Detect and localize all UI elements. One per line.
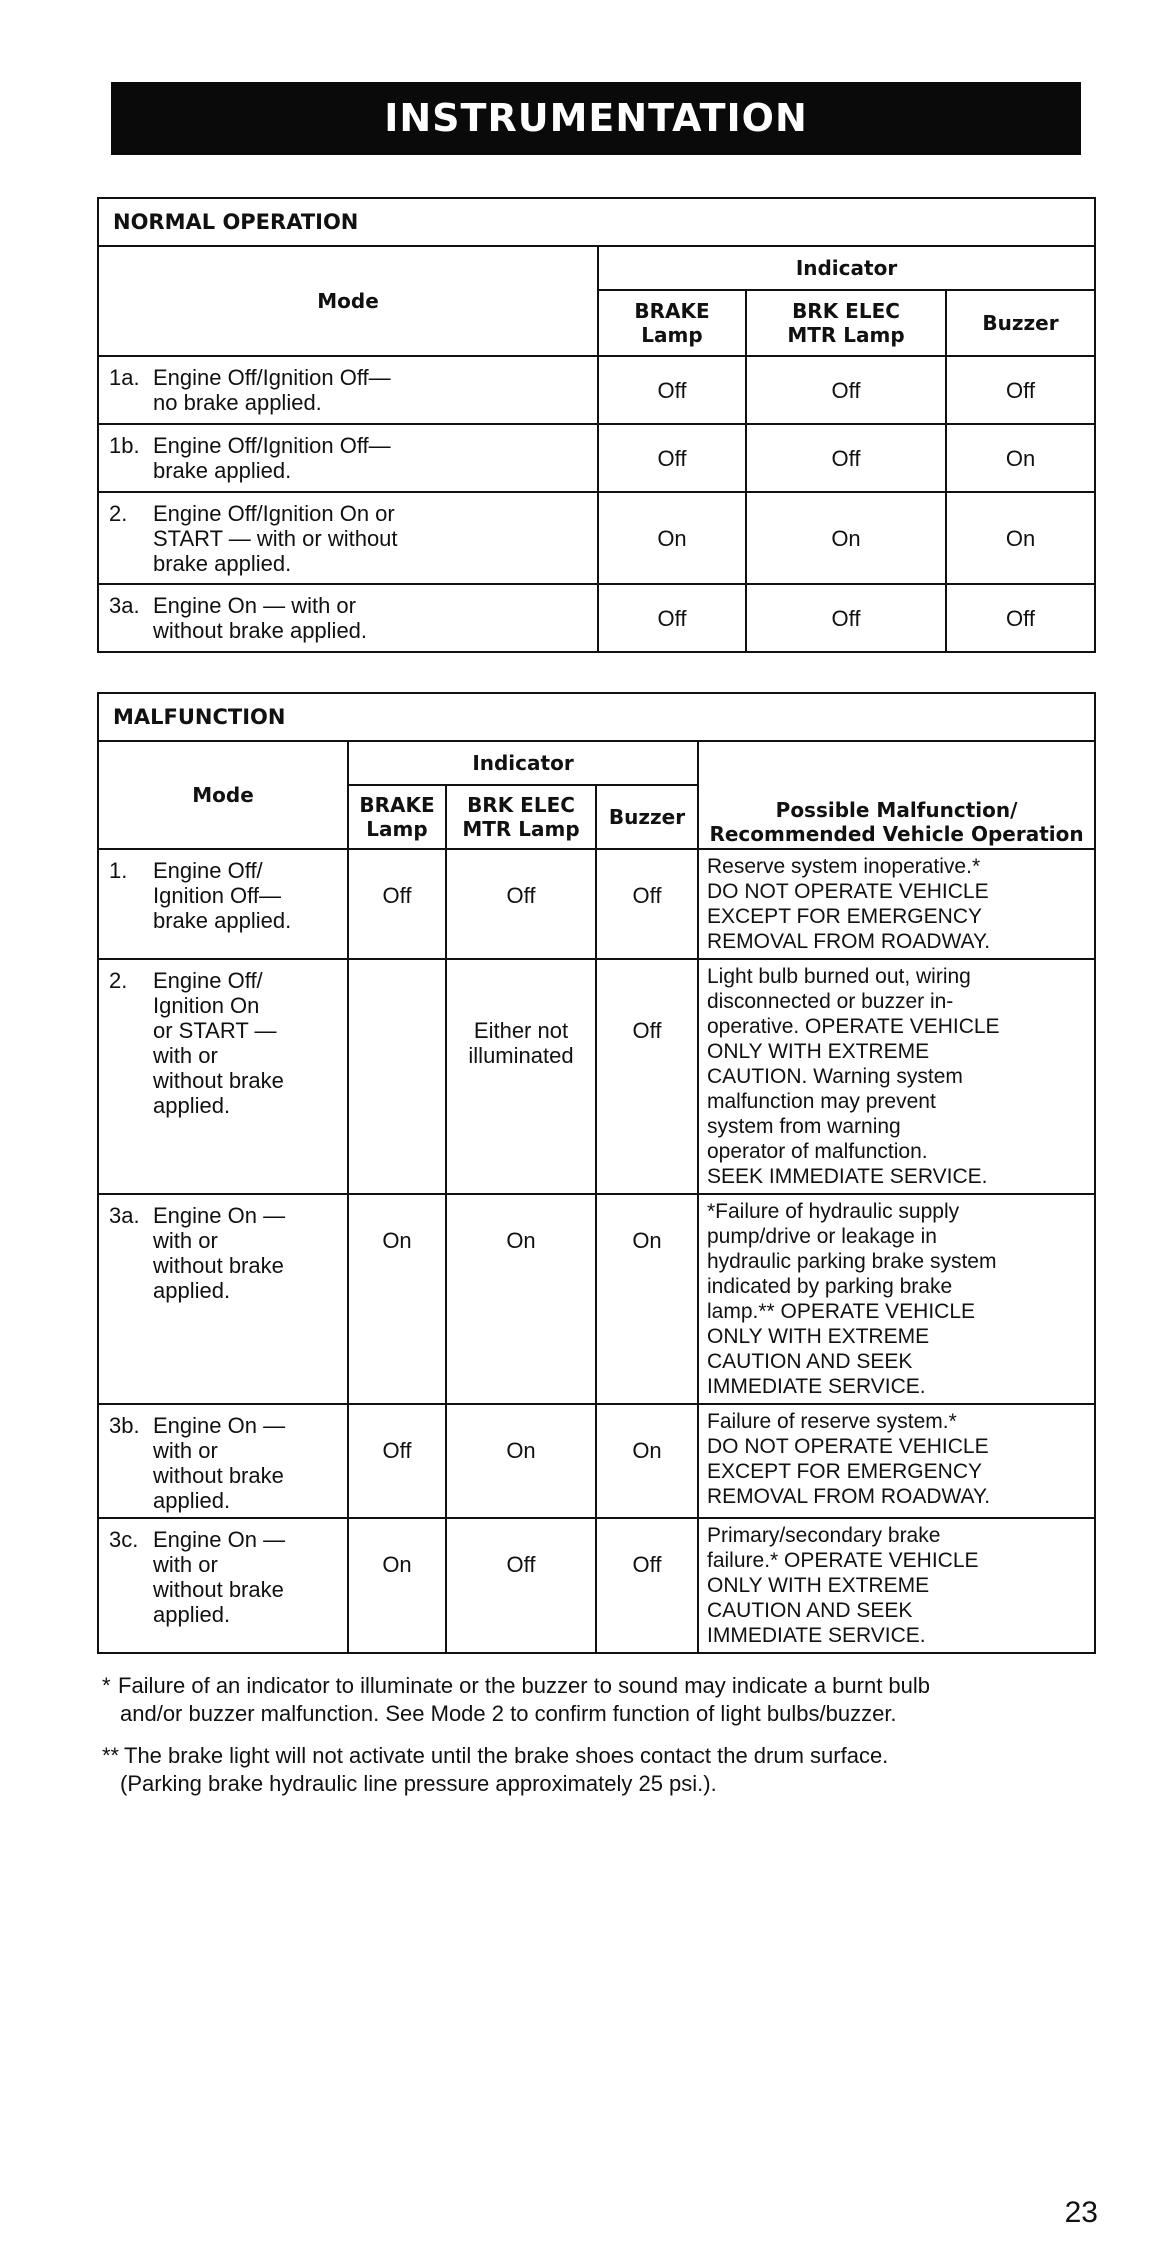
normal-buzzer-header: Buzzer [946,290,1095,356]
buzzer-value: Off [596,849,698,959]
malf-brk-elec-header: BRK ELEC MTR Lamp [446,785,596,849]
mode-cell: 3c. Engine On — with or without brake applied. [98,1518,348,1653]
brake-lamp-value: On [598,492,746,584]
brake-lamp-value: On [348,1194,446,1404]
table-row [98,584,1095,652]
brake-lamp-value: Off [348,849,446,959]
mode-cell: 3b. Engine On — with or without brake applied. [98,1404,348,1518]
brk-elec-value: Off [746,424,946,492]
brk-elec-value: Off [746,356,946,424]
table-row [98,492,1095,584]
mode-cell: 2. Engine Off/ Ignition On or START — with or without brake applied. [98,959,348,1194]
malf-mode-header: Mode [98,741,348,849]
normal-brake-lamp-header: BRAKE Lamp [598,290,746,356]
brk-elec-value: Either not illuminated [446,959,596,1194]
page-number: 23 [1064,2196,1098,2229]
mode-cell: 2. Engine Off/Ignition On or START — with or without brake applied. [98,492,598,584]
recommendation-cell: Failure of reserve system.* DO NOT OPERATE VEHICLE EXCEPT FOR EMERGENCY REMOVAL FROM ROADWAY. [698,1404,1095,1518]
footnote-double-star: ** The brake light will not activate until the brake shoes contact the drum surface. (Parking brake hydraulic line pressure approximately 25 psi.). [102,1743,889,1796]
buzzer-value: On [946,424,1095,492]
recommendation-cell: Primary/secondary brake failure.* OPERATE VEHICLE ONLY WITH EXTREME CAUTION AND SEEK IMMEDIATE SERVICE. [698,1518,1095,1653]
buzzer-value: On [596,1404,698,1518]
buzzer-value: On [596,1194,698,1404]
malf-brake-lamp-header: BRAKE Lamp [348,785,446,849]
brake-lamp-value: On [348,1518,446,1653]
buzzer-value: On [946,492,1095,584]
table-row [98,849,1095,959]
recommendation-cell: *Failure of hydraulic supply pump/drive or leakage in hydraulic parking brake system indicated by parking brake lamp.** OPERATE VEHICLE ONLY WITH EXTREME CAUTION AND SEEK IMMEDIATE SERVICE. [698,1194,1095,1404]
buzzer-value: Off [946,356,1095,424]
malfunction-section-title: MALFUNCTION [98,693,1095,741]
malfunction-table [97,692,1096,1654]
table-row [98,1404,1095,1518]
buzzer-value: Off [946,584,1095,652]
brake-lamp-value: Off [598,356,746,424]
normal-indicator-header: Indicator [598,246,1095,290]
buzzer-value: Off [596,1518,698,1653]
brk-elec-value: Off [746,584,946,652]
brake-lamp-value: Off [598,424,746,492]
recommendation-cell: Light bulb burned out, wiring disconnected or buzzer in- operative. OPERATE VEHICLE ONLY WITH EXTREME CAUTION. Warning system malfunction may prevent system from warning operator of malfunction. SEEK IMMEDIATE SERVICE. [698,959,1095,1194]
malf-buzzer-header: Buzzer [596,785,698,849]
normal-operation-table [97,197,1096,653]
mode-cell: 1b. Engine Off/Ignition Off— brake applied. [98,424,598,492]
table-row [98,356,1095,424]
table-row [98,1194,1095,1404]
mode-cell: 3a. Engine On — with or without brake applied. [98,584,598,652]
brk-elec-value: On [446,1194,596,1404]
table-row [98,1518,1095,1653]
page-banner: INSTRUMENTATION [111,82,1081,155]
footnote-single-star: * Failure of an indicator to illuminate or the buzzer to sound may indicate a burnt bulb and/or buzzer malfunction. See Mode 2 to confirm function of light bulbs/buzzer. [102,1673,931,1726]
brk-elec-value: Off [446,1518,596,1653]
buzzer-value: Off [596,959,698,1194]
mode-cell: 1a. Engine Off/Ignition Off— no brake applied. [98,356,598,424]
brk-elec-value: On [446,1404,596,1518]
brake-lamp-value: Off [598,584,746,652]
brk-elec-value: Off [446,849,596,959]
recommendation-cell: Reserve system inoperative.* DO NOT OPERATE VEHICLE EXCEPT FOR EMERGENCY REMOVAL FROM ROADWAY. [698,849,1095,959]
malf-possible-header: Possible Malfunction/ Recommended Vehicle Operation [698,741,1095,849]
table-row [98,959,1095,1194]
mode-cell: 1. Engine Off/ Ignition Off— brake applied. [98,849,348,959]
brk-elec-value: On [746,492,946,584]
malf-indicator-header: Indicator [348,741,698,785]
table-row [98,424,1095,492]
normal-section-title: NORMAL OPERATION [98,198,1095,246]
brake-lamp-value: Off [348,1404,446,1518]
normal-brk-elec-header: BRK ELEC MTR Lamp [746,290,946,356]
brake-lamp-value [348,959,446,1194]
mode-cell: 3a. Engine On — with or without brake applied. [98,1194,348,1404]
normal-mode-header: Mode [98,246,598,356]
